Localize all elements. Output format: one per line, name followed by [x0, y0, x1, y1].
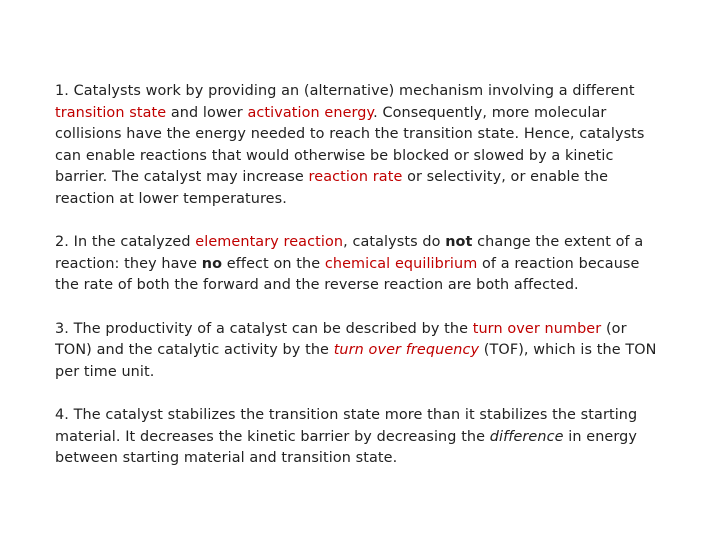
emphasis-not: not — [445, 234, 473, 251]
text-run: (or TON) and the catalytic activity by the — [55, 320, 627, 359]
text-run: change the extent of a reaction: they have — [55, 234, 644, 272]
term-reaction-rate: reaction rate — [308, 169, 403, 186]
text-run: and lower — [166, 104, 248, 121]
paragraph-4 — [55, 405, 667, 470]
term-turn-over-number: turn over number — [472, 320, 602, 337]
term-transition-state: transition state — [55, 104, 167, 121]
term-chemical-equilibrium: chemical equilibrium — [324, 255, 478, 272]
text-run: effect on the — [222, 255, 325, 272]
paragraph-3 — [55, 319, 667, 384]
term-elementary-reaction: elementary reaction — [195, 234, 344, 251]
emphasis-difference: difference — [489, 428, 564, 445]
term-turn-over-frequency: turn over frequency — [333, 342, 480, 359]
term-activation-energy: activation energy — [247, 104, 374, 121]
text-run: or selectivity, or enable the reaction at lower temperatures. — [55, 169, 609, 207]
text-run: . Consequently, more molecular collisions have the energy needed to reach the transition state. Hence, catalysts can enable reactions that would otherwise be blocked or slowed by a kinetic barrier. The catalyst may increase — [55, 104, 645, 186]
text-run: 1. Catalysts work by providing an (alternative) mechanism involving a different — [55, 83, 635, 99]
text-body — [55, 81, 667, 491]
text-run: 3. The productivity of a catalyst can be described by the — [55, 320, 473, 337]
text-run: 2. In the catalyzed — [55, 234, 196, 251]
text-run: 4. The catalyst stabilizes the transition state more than it stabilizes the starting material. It decreases the kinetic barrier by decreasing the — [55, 406, 638, 445]
text-run: in energy between starting material and transition state. — [55, 428, 637, 467]
paragraph-2 — [55, 232, 667, 297]
emphasis-no: no — [201, 255, 223, 272]
text-run: (TOF), which is the TON per time unit. — [55, 342, 657, 380]
text-run: of a reaction because the rate of both the forward and the reverse reaction are both affected. — [55, 255, 640, 294]
paragraph-1 — [55, 81, 667, 211]
text-run: , catalysts do — [343, 234, 446, 251]
